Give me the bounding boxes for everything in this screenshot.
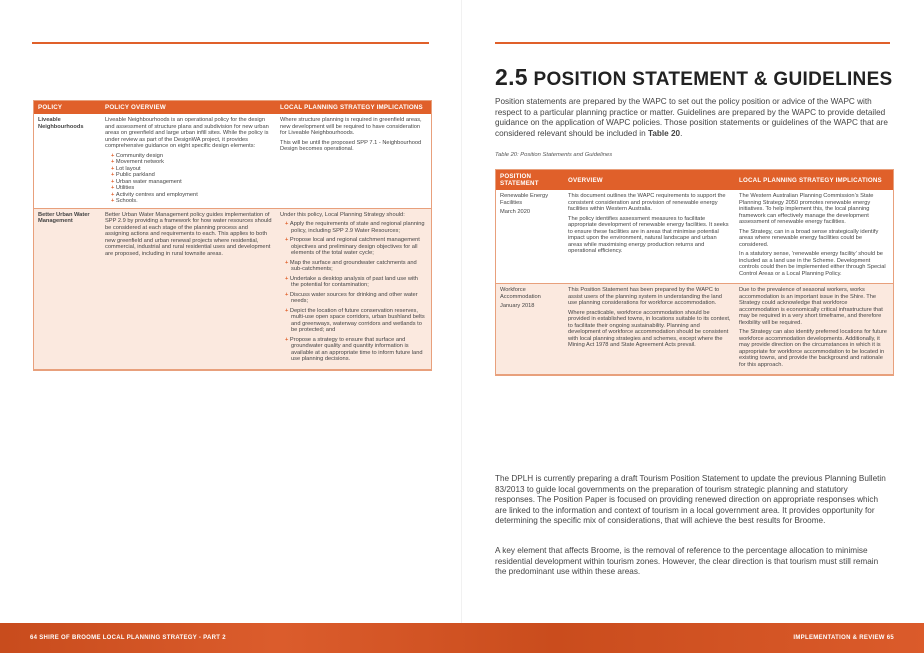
policy-table bbox=[33, 100, 432, 371]
implications-list bbox=[280, 221, 427, 363]
implication-text: The Western Australian Planning Commission’s State Planning Strategy 2050 promotes renewable energy initiatives. To help implement this, the local planning framework can effectively manage the development assessment of renewable energy facilities. bbox=[739, 193, 874, 225]
design-elements-list bbox=[105, 153, 272, 205]
list-item: + Propose a strategy to ensure that surface and groundwater quality and quantity information is available at an appropriate time to inform future land use planning decisions. bbox=[285, 337, 427, 363]
top-rule-right bbox=[495, 42, 890, 44]
footer-right-text: IMPLEMENTATION & REVIEW 65 bbox=[793, 635, 894, 641]
footer-left-text: 64 SHIRE OF BROOME LOCAL PLANNING STRATEGY - PART 2 bbox=[30, 635, 226, 641]
implication-text: Due to the prevalence of seasonal workers, works accommodation is an important issue in the Shire. The Strategy could acknowledge that workforce accommodation is economically critical infrastructure that may be required in a very short timeframe, and therefore flexibility will be required. bbox=[739, 287, 883, 326]
implication-text: The Strategy, can in a broad sense strategically identify areas where renewable energy facilities could be considered. bbox=[739, 228, 879, 248]
intro-end: . bbox=[680, 128, 683, 138]
policy-overview bbox=[101, 114, 276, 208]
strategy-implications bbox=[276, 114, 431, 208]
table-row bbox=[496, 190, 893, 284]
statement-overview bbox=[564, 284, 735, 375]
list-item: + Urban water management bbox=[111, 179, 272, 186]
list-item: + Map the surface and groundwater catchments and sub-catchments; bbox=[285, 260, 427, 273]
table-row bbox=[34, 114, 431, 208]
intro-paragraph bbox=[495, 97, 890, 139]
table-header-row bbox=[34, 101, 431, 114]
list-item: + Community design bbox=[111, 153, 272, 160]
list-item: + Utilities bbox=[111, 185, 272, 192]
list-item: + Public parkland bbox=[111, 172, 272, 179]
table-header-row bbox=[496, 170, 893, 190]
table-row bbox=[34, 208, 431, 369]
overview-text: This Position Statement has been prepared by the WAPC to assist users of the planning system in understanding the land use planning considerations for workforce accommodation. bbox=[568, 287, 722, 306]
overview-text: Better Urban Water Management policy guides implementation of SPP 2.9 by providing a framework for how water resources should be considered at each stage of the planning process and assigning actions and requirements to each. This applies to both new greenfield and urban renewal projects where residential, commercial, industrial and rural residential uses and development are proposed, including in rural townsite areas. bbox=[105, 211, 272, 257]
implication-intro: Under this policy, Local Planning Strategy should: bbox=[280, 211, 405, 218]
body-paragraph: The DPLH is currently preparing a draft Tourism Position Statement to update the previous Planning Bulletin 83/2013 to guide local governments on the preparation of tourism strategic planning and statutory responses. The Position Paper is focused on providing renewed direction on appropriate responses which are linked to the information and context of tourism in a local government area. It provides opportunity for determining the specific mix of considerations, that will achieve the best results for Broome. bbox=[495, 474, 886, 526]
top-rule-left bbox=[32, 42, 429, 44]
list-item: + Depict the location of future conservation reserves, multi-use open space corridors, urban bushland belts and greenways, waterway corridors and wetlands to be protected; and bbox=[285, 308, 427, 334]
policy-name: Liveable Neighbourhoods bbox=[34, 114, 101, 208]
column-header: LOCAL PLANNING STRATEGY IMPLICATIONS bbox=[276, 101, 431, 114]
page-footer bbox=[0, 623, 924, 653]
statement-name: Workforce Accommodation bbox=[500, 287, 541, 300]
statement-date: March 2020 bbox=[500, 209, 531, 215]
overview-text: The policy identifies assessment measures to facilitate appropriate development of renewable energy facilities. It seeks to ensure these facilities are in areas that minimise potential impact upon the environment, natural landscape and urban areas while maximising energy production returns and operational efficiency. bbox=[568, 215, 729, 254]
column-header: POLICY bbox=[34, 101, 101, 114]
overview-text: Where practicable, workforce accommodation should be provided in established towns, in locations suitable to its context, to facilitate their ongoing sustainability. Planning and development of workforce accommodation should be consistent with local planning strategies and schemes, except where the Mining Act 1978 and State Agreement Acts prevail. bbox=[568, 309, 731, 348]
strategy-implications bbox=[735, 190, 893, 284]
column-header: LOCAL PLANNING STRATEGY IMPLICATIONS bbox=[735, 170, 893, 190]
list-item: + Apply the requirements of state and regional planning policy, including SPP 2.9 Water Resources; bbox=[285, 221, 427, 234]
statement-overview bbox=[564, 190, 735, 284]
implication-text: The Strategy can also identify preferred locations for future workforce accommodation developments. Additionally, it may provide direction on the circumstances in which it is appropriate for workforce accommodation to be located in existing towns, and provide the background and rationale for this approach. bbox=[739, 329, 887, 368]
list-item: + Activity centres and employment bbox=[111, 192, 272, 199]
list-item: + Movement network bbox=[111, 159, 272, 166]
statement-date: January 2018 bbox=[500, 303, 535, 309]
table-caption: Table 20: Position Statements and Guidelines bbox=[495, 152, 613, 158]
statement-cell bbox=[496, 284, 564, 375]
column-header: POSITION STATEMENT bbox=[496, 170, 564, 190]
column-header: POLICY OVERVIEW bbox=[101, 101, 276, 114]
policy-overview bbox=[101, 208, 276, 369]
policy-name: Better Urban Water Management bbox=[34, 208, 101, 369]
implication-text: Where structure planning is required in greenfield areas, new development will be required to have consideration for Liveable Neighbourhoods. bbox=[280, 117, 422, 136]
overview-text: Liveable Neighbourhoods is an operational policy for the design and assessment of structure plans and subdivision for new urban areas on greenfield and large urban infill sites. While the policy is under review as part of the DesignWA project, it provides comprehensive guidance on eight specific design elements: bbox=[105, 117, 269, 149]
statement-name: Renewable Energy Facilities bbox=[500, 193, 549, 206]
column-header: OVERVIEW bbox=[564, 170, 735, 190]
implication-text: This will be until the proposed SPP 7.1 - Neighbourhood Design becomes operational. bbox=[280, 139, 422, 152]
list-item: + Propose local and regional catchment management objectives and preliminary design objectives for all elements of the total water cycle; bbox=[285, 237, 427, 257]
section-heading bbox=[495, 64, 893, 91]
statement-cell bbox=[496, 190, 564, 284]
list-item: + Lot layout bbox=[111, 166, 272, 173]
page-spine bbox=[461, 0, 462, 653]
overview-text: This document outlines the WAPC requirements to support the consistent consideration and provision of renewable energy facilities within Western Australia. bbox=[568, 193, 726, 212]
list-item: + Schools. bbox=[111, 198, 272, 205]
section-title: POSITION STATEMENT & GUIDELINES bbox=[533, 69, 893, 90]
table-row bbox=[496, 284, 893, 375]
body-paragraph: A key element that affects Broome, is the removal of reference to the percentage allocation to minimise residential development within tourism zones. However, the clear direction is that tourism must still remain the predominant use within these areas. bbox=[495, 546, 879, 577]
list-item: + Undertake a desktop analysis of past land use with the potential for contamination; bbox=[285, 276, 427, 289]
intro-text: Position statements are prepared by the WAPC to set out the policy position or advice of the WAPC with respect to a particular planning practice or matter. Guidelines are prepared by the WAPC to provide detailed guidance on the application of WAPC policies. Those position statements or guidelines of the WAPC that are considered relevant should be included in bbox=[495, 97, 888, 138]
position-statements-table bbox=[495, 169, 894, 376]
implication-text: In a statutory sense, ‘renewable energy facility’ should be included as a land use in the Scheme. Development controls could then be implemented either through Special Control Areas or a Local Planning Policy. bbox=[739, 251, 886, 277]
list-item: + Discuss water sources for drinking and other water needs; bbox=[285, 292, 427, 305]
table-reference: Table 20 bbox=[647, 128, 681, 138]
section-number: 2.5 bbox=[495, 64, 528, 90]
strategy-implications bbox=[735, 284, 893, 375]
strategy-implications bbox=[276, 208, 431, 369]
